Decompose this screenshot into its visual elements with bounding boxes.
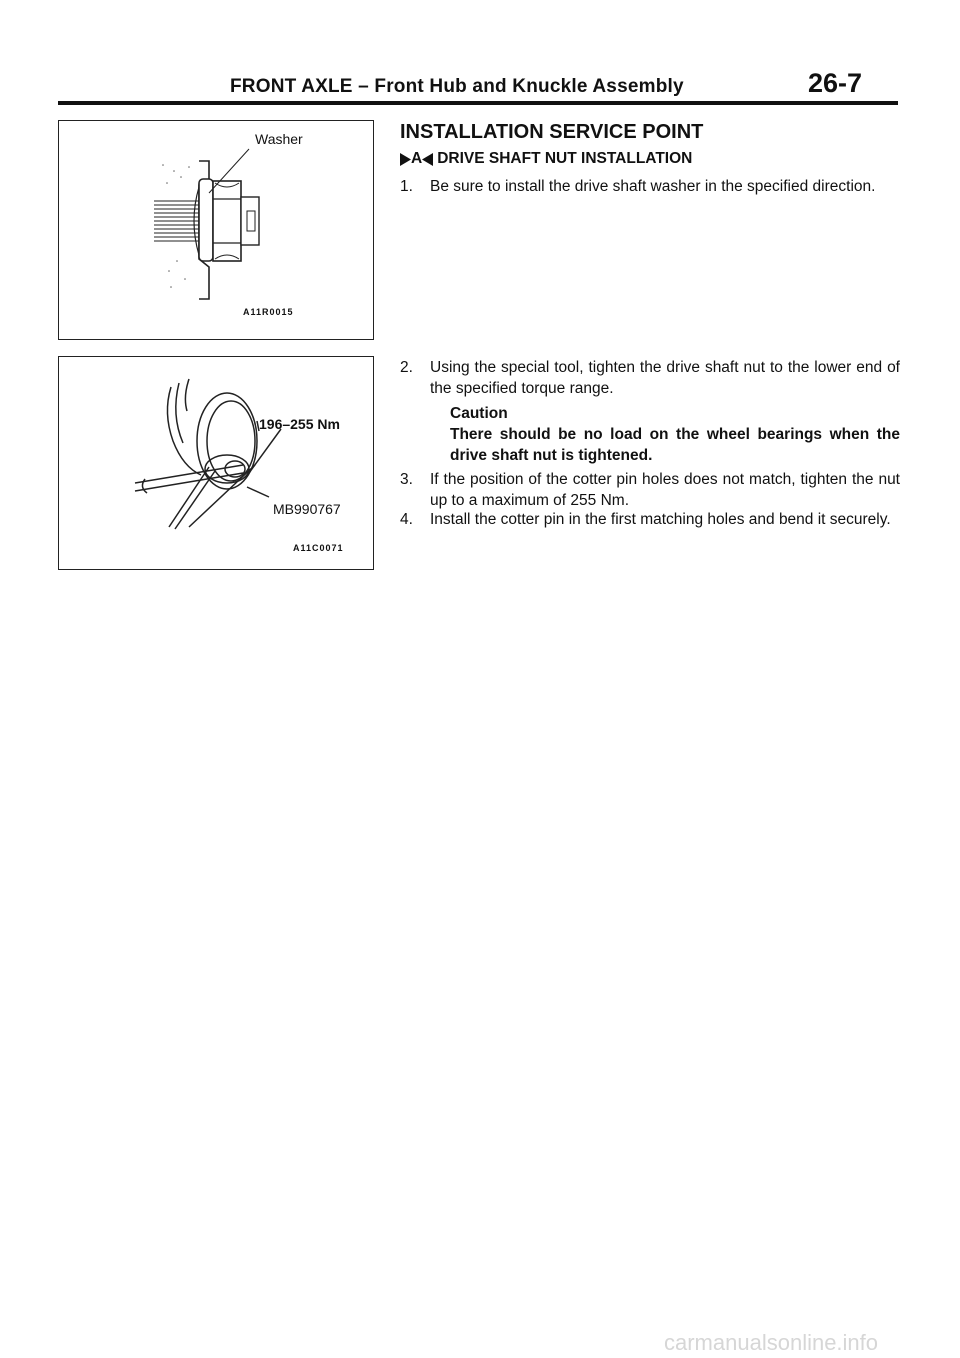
left-triangle-icon [422,153,433,166]
torque-figure [58,356,374,570]
washer-label: Washer [255,131,303,147]
step-item [400,176,900,197]
step-item [400,509,900,530]
special-tool-label: MB990767 [273,501,341,517]
figure-code: A11C0071 [293,543,344,553]
caution-text: There should be no load on the wheel bearings when the drive shaft nut is tightened. [450,426,900,464]
subheading [400,150,692,168]
step-text: Install the cotter pin in the first matching holes and bend it securely. [430,511,891,528]
caution-title: Caution [450,405,508,422]
page-title: FRONT AXLE – Front Hub and Knuckle Assembly [230,76,684,97]
subheading-marker: A [411,150,423,167]
step-text: Using the special tool, tighten the drive shaft nut to the lower end of the specified torque range. [430,359,900,397]
header-divider [58,101,898,105]
step-number: 1. [400,178,413,195]
step-number: 4. [400,511,413,528]
drive-shaft-nut-illustration [59,357,373,569]
figure-code: A11R0015 [243,307,294,317]
step-text: Be sure to install the drive shaft washer in the specified direction. [430,178,876,195]
step-item [400,469,900,511]
step-number: 3. [400,471,413,488]
torque-label: 196–255 Nm [259,416,340,432]
watermark: carmanualsonline.info [664,1330,879,1355]
subheading-text: DRIVE SHAFT NUT INSTALLATION [437,150,693,167]
right-triangle-icon [400,153,411,166]
step-text: If the position of the cotter pin holes does not match, tighten the nut up to a maximum of 255 Nm. [430,471,900,509]
page-number: 26-7 [808,68,863,98]
washer-illustration [59,121,373,339]
step-number: 2. [400,359,413,376]
step-item [400,357,900,399]
washer-figure [58,120,374,340]
section-heading: INSTALLATION SERVICE POINT [400,121,704,143]
